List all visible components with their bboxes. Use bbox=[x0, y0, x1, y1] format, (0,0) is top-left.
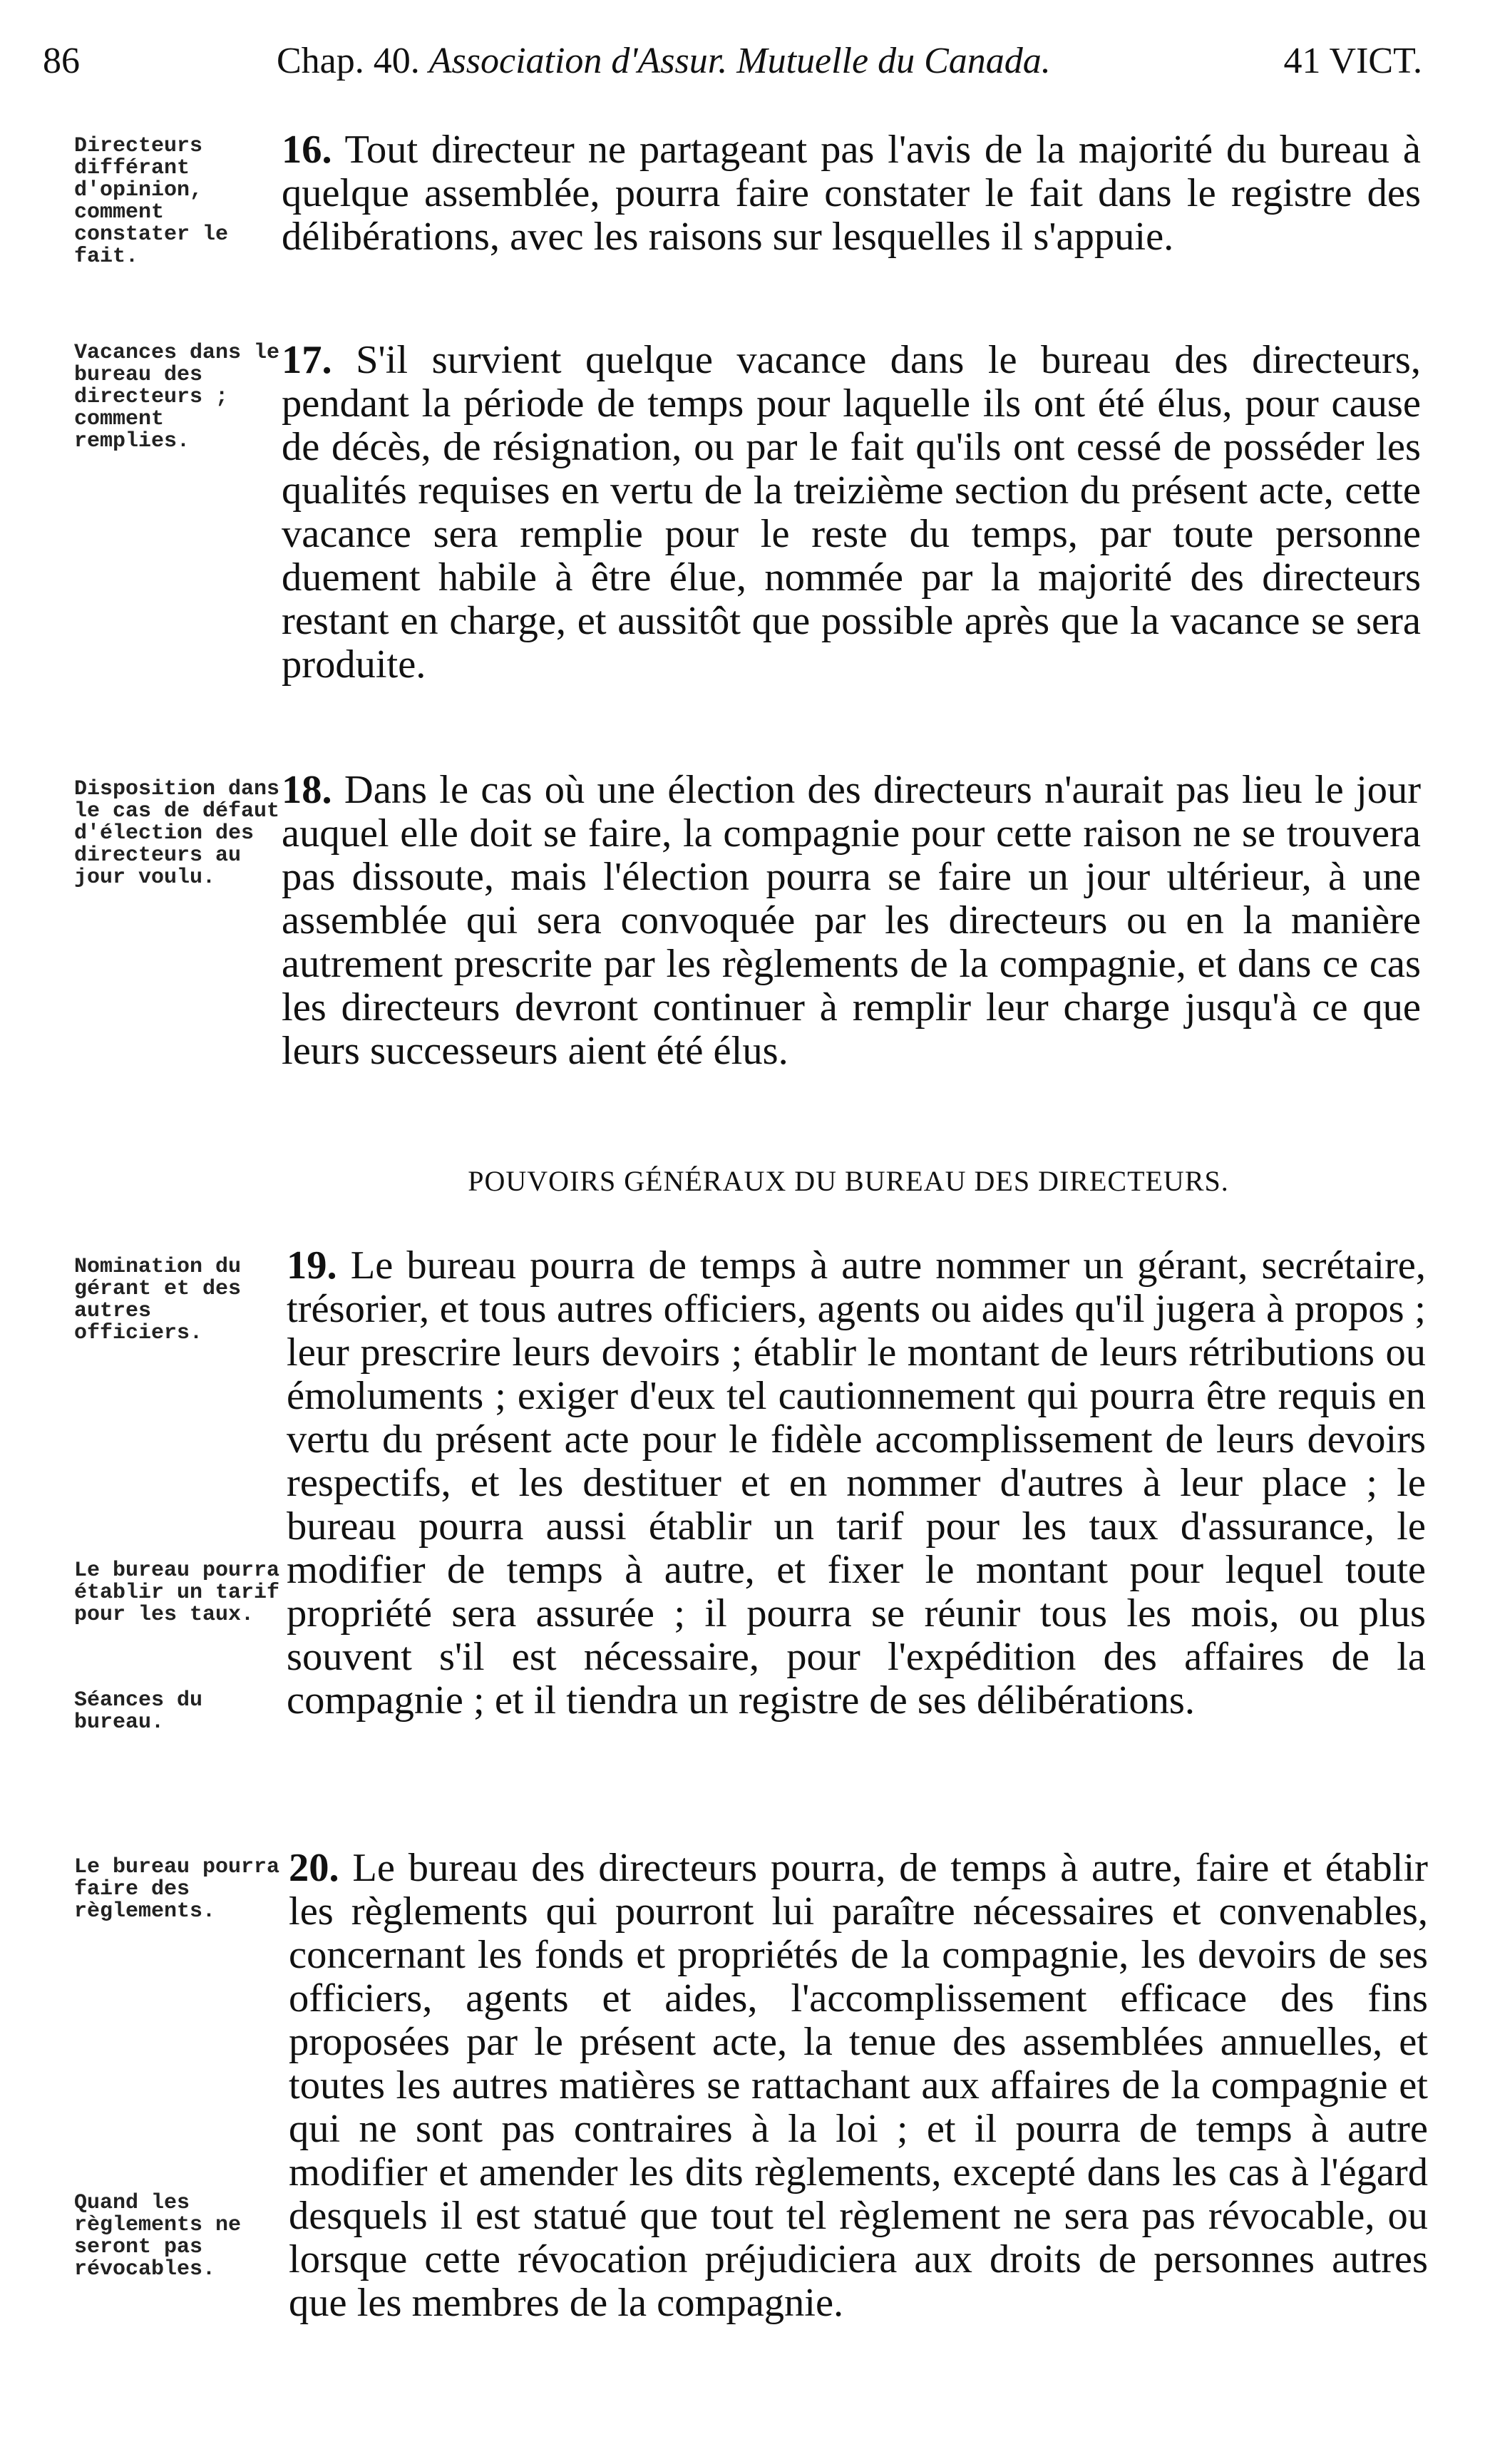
section-number: 16. bbox=[282, 128, 332, 172]
margin-note: Disposition dans le cas de défaut d'élection des directeurs au jour voulu. bbox=[74, 777, 280, 890]
running-header bbox=[43, 40, 1422, 97]
section-18 bbox=[282, 769, 1421, 1073]
margin-note: Nomination du gérant et des autres officiers. bbox=[74, 1255, 242, 1345]
section-19 bbox=[287, 1244, 1426, 1723]
act-title: Association d'Assur. Mutuelle du Canada. bbox=[428, 41, 1051, 81]
section-number: 19. bbox=[287, 1243, 337, 1288]
section-text: Le bureau pourra de temps à autre nommer un gérant, secrétaire, trésorier, et tous autres officiers, agents ou aides qu'il jugera à propos ; leur prescrire leurs devoirs ; établir le montant de leurs rétributions ou émoluments ; exiger d'eux tel cautionnement qui pourra être requis en vertu du présent acte pour le fidèle accomplissement de leurs devoirs respectifs, et les destituer et en nommer d'autres à leur place ; le bureau pourra aussi établir un tarif pour les taux d'assurance, le modifier de temps à autre, et fixer le montant pour lequel toute propriété sera assurée ; il pourra se réunir tous les mois, ou plus souvent s'il est nécessaire, pour l'expédition des affaires de la compagnie ; et il tiendra un registre de ses délibérations. bbox=[287, 1243, 1427, 1723]
section-16 bbox=[282, 128, 1421, 259]
section-text: S'il survient quelque vacance dans le bureau des directeurs, pendant la période de temps pour laquelle ils ont été élus, pour cause de décès, de résignation, ou par le fait qu'ils ont cessé de posséder les qualités requises en vertu de la treizième section du présent acte, cette vacance sera remplie pour le reste du temps, par toute personne duement habile à être élue, nommée par la majorité des directeurs restant en charge, et aussitôt que possible après que la vacance se sera produite. bbox=[282, 338, 1421, 687]
section-text: Le bureau des directeurs pourra, de temps à autre, faire et établir les règlements qui pourront lui paraître nécessaires et convenables, concernant les fonds et propriétés de la compagnie, les devoirs de ses officiers, agents et aides, l'accomplissement efficace des fins proposées par le présent acte, la tenue des assemblées annuelles, et toutes les autres matières se rattachant aux affaires de la compagnie et qui ne sont pas contraires à la loi ; et il pourra de temps à autre modifier et amender les dits règlements, excepté dans les cas à l'égard desquels il est statué que tout tel règlement ne sera pas révocable, ou lorsque cette révocation préjudiciera aux droits de personnes autres que les membres de la compagnie. bbox=[289, 1846, 1429, 2325]
page-number: 86 bbox=[43, 41, 80, 81]
section-17 bbox=[282, 339, 1421, 687]
section-text: Tout directeur ne partageant pas l'avis de la majorité du bureau à quelque assemblée, pourra faire constater le fait dans le registre des délibérations, avec les raisons sur lesquelles il s'appuie. bbox=[282, 128, 1422, 259]
margin-note: Le bureau pourra établir un tarif pour les taux. bbox=[74, 1559, 280, 1627]
chapter-label: Chap. 40. bbox=[277, 41, 420, 81]
margin-note: Directeurs différant d'opinion, comment constater le fait. bbox=[74, 134, 229, 269]
section-heading: POUVOIRS GÉNÉRAUX DU BUREAU DES DIRECTEURS. bbox=[468, 1165, 1229, 1197]
section-number: 18. bbox=[282, 768, 332, 812]
margin-note: Quand les règlements ne seront pas révocables. bbox=[74, 2191, 242, 2281]
header-title bbox=[277, 40, 1051, 82]
section-20 bbox=[289, 1847, 1428, 2325]
section-number: 20. bbox=[289, 1846, 339, 1890]
section-number: 17. bbox=[282, 338, 332, 382]
margin-note: Vacances dans le bureau des directeurs ; comment remplies. bbox=[74, 341, 280, 453]
margin-note: Séances du bureau. bbox=[74, 1688, 203, 1735]
section-text: Dans le cas où une élection des directeurs n'aurait pas lieu le jour auquel elle doit se faire, la compagnie pour cette raison ne se trouvera pas dissoute, mais l'élection pourra se faire un jour ultérieur, à une assemblée qui sera convoquée par les directeurs ou en la manière autrement prescrite par les règlements de la compagnie, et dans ce cas les directeurs devront continuer à remplir leur charge jusqu'à ce que leurs successeurs aient été élus. bbox=[282, 768, 1422, 1073]
margin-note: Le bureau pourra faire des règlements. bbox=[74, 1855, 280, 1924]
session-label: 41 VICT. bbox=[1283, 41, 1422, 81]
